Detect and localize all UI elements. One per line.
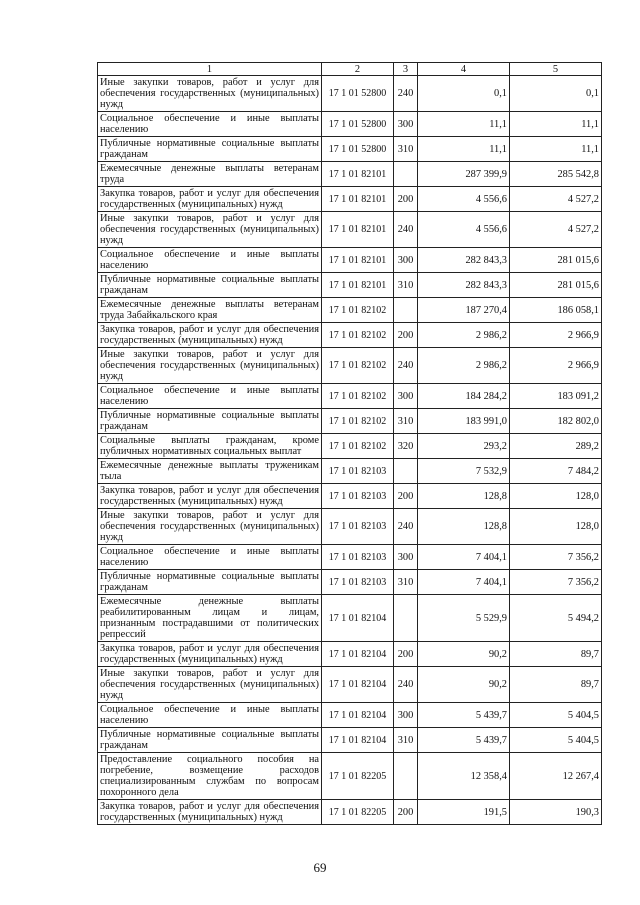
row-name-cell: Иные закупки товаров, работ и услуг для обеспечения государственных (муниципальных) нужд — [98, 348, 322, 384]
row-code-cell: 17 1 01 82104 — [322, 728, 394, 753]
row-code-cell: 17 1 01 82104 — [322, 595, 394, 642]
row-value-col4-cell: 191,5 — [418, 800, 510, 825]
page-number: 69 — [313, 860, 327, 875]
row-code-cell: 17 1 01 82205 — [322, 800, 394, 825]
row-vr-cell — [394, 753, 418, 800]
row-code-cell: 17 1 01 82103 — [322, 459, 394, 484]
table-row — [98, 112, 602, 137]
table-row — [98, 728, 602, 753]
row-name-cell: Социальное обеспечение и иные выплаты населению — [98, 248, 322, 273]
row-name-cell: Публичные нормативные социальные выплаты гражданам — [98, 728, 322, 753]
row-vr-cell: 310 — [394, 137, 418, 162]
row-value-col5-cell: 89,7 — [510, 667, 602, 703]
row-vr-cell: 240 — [394, 76, 418, 112]
row-vr-cell: 310 — [394, 273, 418, 298]
row-value-col4-cell: 11,1 — [418, 112, 510, 137]
row-value-col4-cell: 7 532,9 — [418, 459, 510, 484]
table-row — [98, 642, 602, 667]
row-value-col5-cell: 285 542,8 — [510, 162, 602, 187]
row-value-col4-cell: 2 986,2 — [418, 348, 510, 384]
row-vr-cell: 240 — [394, 348, 418, 384]
row-vr-cell: 300 — [394, 384, 418, 409]
row-name-cell: Социальное обеспечение и иные выплаты населению — [98, 384, 322, 409]
row-vr-cell: 310 — [394, 728, 418, 753]
row-code-cell: 17 1 01 82101 — [322, 212, 394, 248]
row-code-cell: 17 1 01 52800 — [322, 137, 394, 162]
row-vr-cell: 200 — [394, 187, 418, 212]
row-value-col5-cell: 289,2 — [510, 434, 602, 459]
table-row — [98, 384, 602, 409]
row-name-cell: Иные закупки товаров, работ и услуг для обеспечения государственных (муниципальных) нужд — [98, 76, 322, 112]
row-name-cell: Публичные нормативные социальные выплаты гражданам — [98, 273, 322, 298]
row-name-cell: Публичные нормативные социальные выплаты гражданам — [98, 137, 322, 162]
row-code-cell: 17 1 01 82103 — [322, 570, 394, 595]
row-name-cell: Публичные нормативные социальные выплаты гражданам — [98, 409, 322, 434]
row-value-col5-cell: 12 267,4 — [510, 753, 602, 800]
table-row — [98, 434, 602, 459]
row-name-cell: Социальное обеспечение и иные выплаты населению — [98, 545, 322, 570]
row-value-col5-cell: 7 356,2 — [510, 570, 602, 595]
row-value-col5-cell: 190,3 — [510, 800, 602, 825]
row-vr-cell: 200 — [394, 484, 418, 509]
row-value-col5-cell: 128,0 — [510, 509, 602, 545]
row-value-col4-cell: 128,8 — [418, 509, 510, 545]
table-row — [98, 76, 602, 112]
row-code-cell: 17 1 01 82104 — [322, 667, 394, 703]
row-value-col4-cell: 293,2 — [418, 434, 510, 459]
row-value-col4-cell: 5 439,7 — [418, 728, 510, 753]
row-code-cell: 17 1 01 82102 — [322, 298, 394, 323]
table-row — [98, 459, 602, 484]
row-value-col4-cell: 11,1 — [418, 137, 510, 162]
row-vr-cell — [394, 162, 418, 187]
row-code-cell: 17 1 01 82101 — [322, 248, 394, 273]
table-row — [98, 323, 602, 348]
row-value-col4-cell: 282 843,3 — [418, 273, 510, 298]
table-row — [98, 667, 602, 703]
table-row — [98, 298, 602, 323]
row-value-col4-cell: 7 404,1 — [418, 570, 510, 595]
row-value-col4-cell: 7 404,1 — [418, 545, 510, 570]
table-row — [98, 800, 602, 825]
row-value-col5-cell: 11,1 — [510, 137, 602, 162]
row-code-cell: 17 1 01 82101 — [322, 162, 394, 187]
row-value-col5-cell: 5 494,2 — [510, 595, 602, 642]
row-name-cell: Ежемесячные денежные выплаты реабилитированным лицам и лицам, признанным пострадавшими от политических репрессий — [98, 595, 322, 642]
row-name-cell: Иные закупки товаров, работ и услуг для обеспечения государственных (муниципальных) нужд — [98, 667, 322, 703]
row-code-cell: 17 1 01 52800 — [322, 76, 394, 112]
row-vr-cell: 300 — [394, 112, 418, 137]
table-row — [98, 162, 602, 187]
row-name-cell: Закупка товаров, работ и услуг для обеспечения государственных (муниципальных) нужд — [98, 484, 322, 509]
row-value-col5-cell: 7 356,2 — [510, 545, 602, 570]
row-value-col4-cell: 2 986,2 — [418, 323, 510, 348]
row-name-cell: Предоставление социального пособия на погребение, возмещение расходов специализированным службам по вопросам похоронного дела — [98, 753, 322, 800]
row-value-col5-cell: 4 527,2 — [510, 212, 602, 248]
row-code-cell: 17 1 01 82103 — [322, 509, 394, 545]
table-row — [98, 484, 602, 509]
row-value-col5-cell: 183 091,2 — [510, 384, 602, 409]
row-name-cell: Социальное обеспечение и иные выплаты населению — [98, 112, 322, 137]
row-value-col4-cell: 4 556,6 — [418, 187, 510, 212]
row-code-cell: 17 1 01 82205 — [322, 753, 394, 800]
table-row — [98, 409, 602, 434]
table-row — [98, 753, 602, 800]
row-vr-cell: 300 — [394, 248, 418, 273]
row-code-cell: 17 1 01 82104 — [322, 703, 394, 728]
table-row — [98, 187, 602, 212]
row-value-col5-cell: 4 527,2 — [510, 187, 602, 212]
row-name-cell: Публичные нормативные социальные выплаты гражданам — [98, 570, 322, 595]
row-code-cell: 17 1 01 52800 — [322, 112, 394, 137]
row-value-col5-cell: 5 404,5 — [510, 703, 602, 728]
row-vr-cell: 200 — [394, 323, 418, 348]
table-row — [98, 703, 602, 728]
row-value-col4-cell: 5 439,7 — [418, 703, 510, 728]
row-name-cell: Социальное обеспечение и иные выплаты населению — [98, 703, 322, 728]
row-value-col4-cell: 90,2 — [418, 642, 510, 667]
row-value-col4-cell: 5 529,9 — [418, 595, 510, 642]
row-value-col4-cell: 187 270,4 — [418, 298, 510, 323]
row-vr-cell — [394, 298, 418, 323]
header-cell-5: 5 — [510, 63, 602, 76]
row-value-col4-cell: 183 991,0 — [418, 409, 510, 434]
row-vr-cell — [394, 459, 418, 484]
header-cell-2: 2 — [322, 63, 394, 76]
row-value-col5-cell: 2 966,9 — [510, 323, 602, 348]
row-value-col5-cell: 11,1 — [510, 112, 602, 137]
row-name-cell: Закупка товаров, работ и услуг для обеспечения государственных (муниципальных) нужд — [98, 187, 322, 212]
row-value-col4-cell: 90,2 — [418, 667, 510, 703]
row-vr-cell: 310 — [394, 409, 418, 434]
table-row — [98, 545, 602, 570]
row-code-cell: 17 1 01 82102 — [322, 409, 394, 434]
row-name-cell: Ежемесячные денежные выплаты труженикам тыла — [98, 459, 322, 484]
row-name-cell: Ежемесячные денежные выплаты ветеранам труда Забайкальского края — [98, 298, 322, 323]
row-code-cell: 17 1 01 82103 — [322, 484, 394, 509]
row-code-cell: 17 1 01 82103 — [322, 545, 394, 570]
row-value-col5-cell: 182 802,0 — [510, 409, 602, 434]
table-row — [98, 137, 602, 162]
row-vr-cell — [394, 595, 418, 642]
row-name-cell: Закупка товаров, работ и услуг для обеспечения государственных (муниципальных) нужд — [98, 642, 322, 667]
row-value-col5-cell: 7 484,2 — [510, 459, 602, 484]
row-vr-cell: 310 — [394, 570, 418, 595]
row-name-cell: Закупка товаров, работ и услуг для обеспечения государственных (муниципальных) нужд — [98, 800, 322, 825]
row-vr-cell: 300 — [394, 545, 418, 570]
row-value-col4-cell: 128,8 — [418, 484, 510, 509]
row-vr-cell: 240 — [394, 212, 418, 248]
table-row — [98, 248, 602, 273]
header-cell-1: 1 — [98, 63, 322, 76]
table-row — [98, 570, 602, 595]
row-vr-cell: 240 — [394, 509, 418, 545]
row-name-cell: Иные закупки товаров, работ и услуг для обеспечения государственных (муниципальных) нужд — [98, 212, 322, 248]
header-cell-4: 4 — [418, 63, 510, 76]
row-name-cell: Социальные выплаты гражданам, кроме публичных нормативных социальных выплат — [98, 434, 322, 459]
row-value-col5-cell: 281 015,6 — [510, 273, 602, 298]
row-name-cell: Закупка товаров, работ и услуг для обеспечения государственных (муниципальных) нужд — [98, 323, 322, 348]
row-code-cell: 17 1 01 82101 — [322, 187, 394, 212]
row-vr-cell: 320 — [394, 434, 418, 459]
row-vr-cell: 200 — [394, 642, 418, 667]
row-code-cell: 17 1 01 82101 — [322, 273, 394, 298]
row-value-col4-cell: 184 284,2 — [418, 384, 510, 409]
row-vr-cell: 300 — [394, 703, 418, 728]
row-value-col4-cell: 287 399,9 — [418, 162, 510, 187]
row-value-col4-cell: 282 843,3 — [418, 248, 510, 273]
row-name-cell: Ежемесячные денежные выплаты ветеранам труда — [98, 162, 322, 187]
row-vr-cell: 240 — [394, 667, 418, 703]
row-name-cell: Иные закупки товаров, работ и услуг для обеспечения государственных (муниципальных) нужд — [98, 509, 322, 545]
table-row — [98, 212, 602, 248]
header-cell-3: 3 — [394, 63, 418, 76]
row-value-col5-cell: 0,1 — [510, 76, 602, 112]
row-value-col5-cell: 89,7 — [510, 642, 602, 667]
budget-table — [97, 62, 602, 825]
row-code-cell: 17 1 01 82102 — [322, 323, 394, 348]
row-value-col5-cell: 128,0 — [510, 484, 602, 509]
row-code-cell: 17 1 01 82102 — [322, 434, 394, 459]
row-code-cell: 17 1 01 82104 — [322, 642, 394, 667]
table-row — [98, 595, 602, 642]
row-code-cell: 17 1 01 82102 — [322, 384, 394, 409]
row-value-col4-cell: 0,1 — [418, 76, 510, 112]
row-value-col5-cell: 2 966,9 — [510, 348, 602, 384]
row-value-col5-cell: 5 404,5 — [510, 728, 602, 753]
row-vr-cell: 200 — [394, 800, 418, 825]
table-row — [98, 509, 602, 545]
table-row — [98, 273, 602, 298]
row-code-cell: 17 1 01 82102 — [322, 348, 394, 384]
table-row — [98, 348, 602, 384]
row-value-col5-cell: 281 015,6 — [510, 248, 602, 273]
row-value-col4-cell: 12 358,4 — [418, 753, 510, 800]
table-header-row — [98, 63, 602, 76]
row-value-col4-cell: 4 556,6 — [418, 212, 510, 248]
row-value-col5-cell: 186 058,1 — [510, 298, 602, 323]
